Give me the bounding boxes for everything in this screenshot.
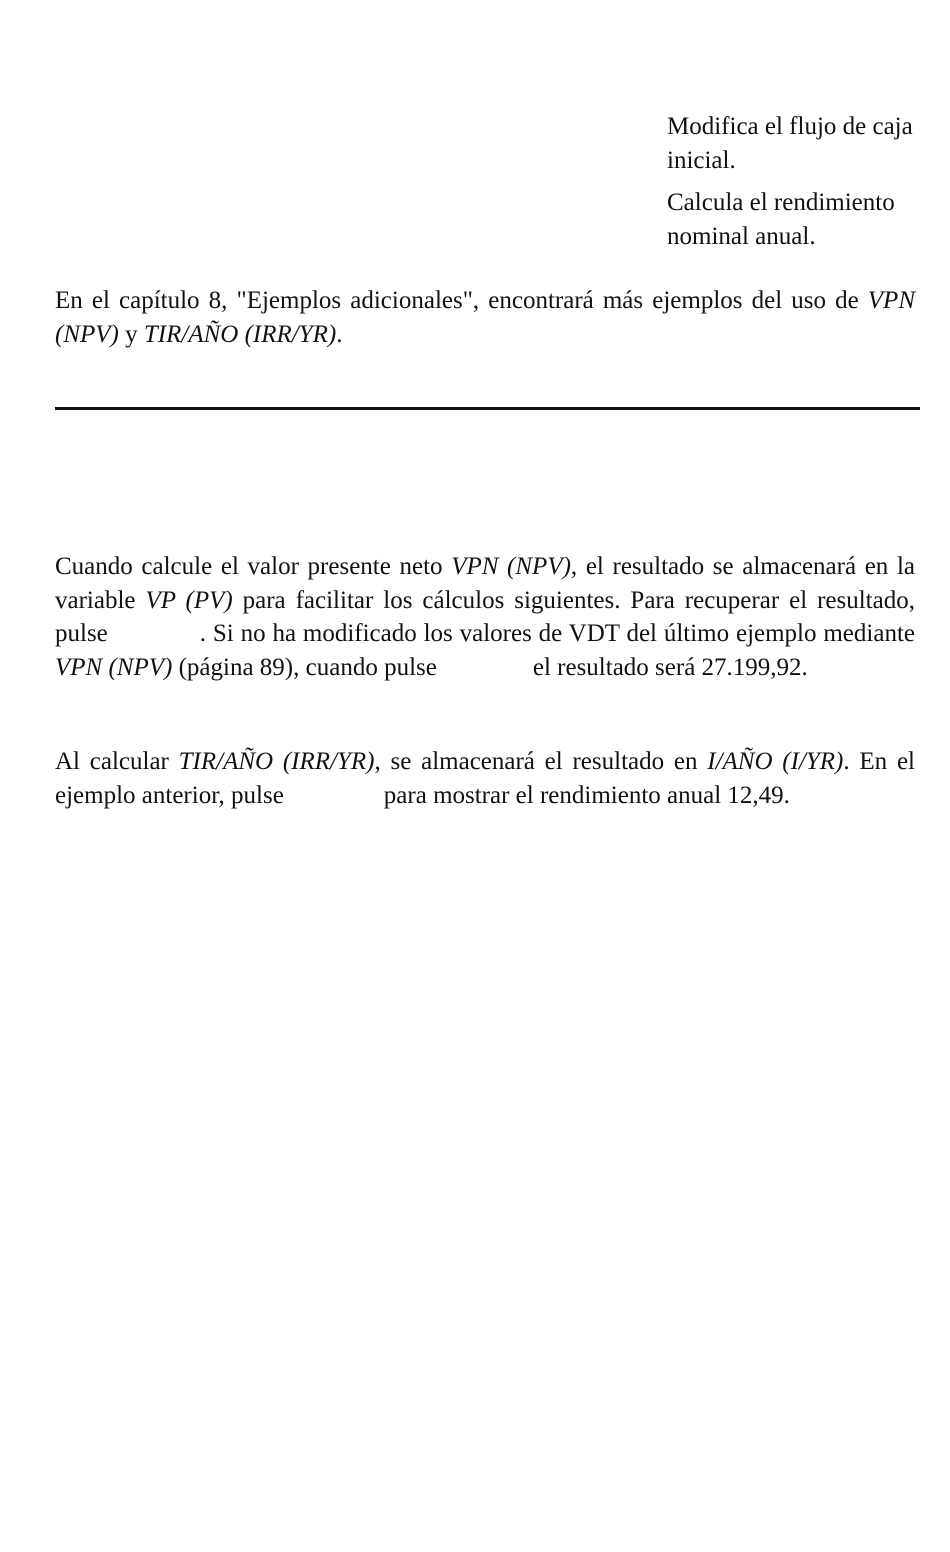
side-note-initial-cash-flow: Modifica el flujo de caja inicial.: [667, 113, 913, 174]
p1-text-1: Cuando calcule el valor presente neto: [55, 553, 452, 580]
reference-paragraph: [55, 284, 915, 351]
p2-text-2: , se almacenará el resultado en: [374, 748, 708, 775]
p1-npv-term-2: VPN (NPV): [55, 653, 173, 681]
npv-term: VPN (NPV): [55, 287, 915, 348]
p1-text-6: el resultado será 27.199,92.: [532, 653, 808, 681]
p1-pv-term: VP (PV): [145, 586, 233, 614]
p1-npv-term: VPN (NPV): [451, 553, 571, 580]
section-divider: [55, 407, 920, 410]
reference-text-1: En el capítulo 8, "Ejemplos adicionales", encontrará más ejemplos del uso de: [55, 287, 868, 314]
side-note-nominal-yield: Calcula el rendimiento nominal anual.: [667, 189, 895, 250]
p2-irr-term: TIR/AÑO (IRR/YR): [178, 748, 375, 775]
p2-text-3: . En el ejemplo anterior, pulse: [55, 748, 915, 809]
p2-text-4: para mostrar el rendimiento anual 12,49.: [383, 781, 790, 809]
p2-text-1: Al calcular: [55, 748, 179, 775]
irr-result-paragraph: [55, 745, 915, 812]
p1-text-5: (página 89), cuando pulse: [172, 653, 437, 681]
p2-iyr-term: I/AÑO (I/YR): [707, 748, 844, 775]
irr-term: TIR/AÑO (IRR/YR): [143, 320, 337, 348]
reference-text-2: y: [118, 320, 144, 348]
reference-text-3: .: [336, 320, 343, 348]
p1-text-4: . Si no ha modificado los valores de VDT del último ejemplo mediante: [199, 620, 915, 647]
npv-result-paragraph: [55, 550, 915, 684]
p1-text-3: para facilitar los cálculos siguientes. Para recuperar el resultado, pulse: [55, 586, 915, 647]
p1-text-2: , el resultado se almacenará en la variable: [55, 553, 915, 614]
